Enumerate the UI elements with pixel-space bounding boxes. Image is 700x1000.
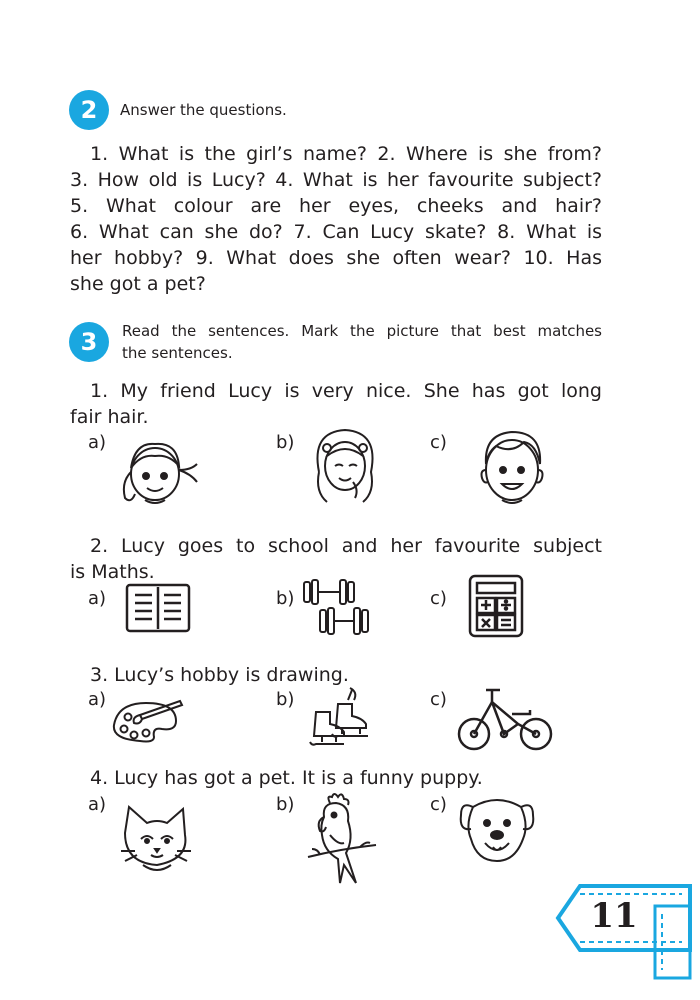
- question-line: her hobby? 9. What does she often wear? 10. Has: [70, 247, 602, 269]
- item-2-sentence-cont: is Maths.: [70, 561, 155, 583]
- exercise-2-instruction: Answer the questions.: [120, 101, 287, 119]
- item-4-sentence: 4. Lucy has got a pet. It is a funny puppy.: [90, 767, 483, 789]
- item-4-option-c-label[interactable]: c): [430, 794, 447, 815]
- exercise-3-instruction-line1: Read the sentences. Mark the picture that best matches: [122, 322, 602, 340]
- question-line: 6. What can she do? 7. Can Lucy skate? 8. What is: [70, 221, 602, 243]
- item-2-option-c-label[interactable]: c): [430, 588, 447, 609]
- exercise-2-number-badge: 2: [69, 90, 109, 130]
- item-3-sentence: 3. Lucy’s hobby is drawing.: [90, 664, 349, 686]
- exercise-3-number-badge: 3: [69, 322, 109, 362]
- item-2-option-b-label[interactable]: b): [276, 588, 295, 609]
- exercise-3-instruction-line2: the sentences.: [122, 344, 233, 362]
- item-1-sentence-cont: fair hair.: [70, 406, 149, 428]
- question-line: she got a pet?: [70, 273, 206, 295]
- item-3-option-a-label[interactable]: a): [88, 689, 107, 710]
- item-2-sentence: 2. Lucy goes to school and her favourite subject: [90, 535, 602, 557]
- question-line: 3. How old is Lucy? 4. What is her favourite subject?: [70, 169, 602, 191]
- item-1-option-b-label[interactable]: b): [276, 432, 295, 453]
- page-number: 11: [590, 896, 638, 936]
- item-4-option-b-label[interactable]: b): [276, 794, 295, 815]
- item-2-option-a-label[interactable]: a): [88, 588, 107, 609]
- item-4-option-a-label[interactable]: a): [88, 794, 107, 815]
- item-1-sentence: 1. My friend Lucy is very nice. She has got long: [90, 380, 602, 402]
- item-1-option-a-label[interactable]: a): [88, 432, 107, 453]
- item-3-option-b-label[interactable]: b): [276, 689, 295, 710]
- question-line: 5. What colour are her eyes, cheeks and hair?: [70, 195, 602, 217]
- item-1-option-c-label[interactable]: c): [430, 432, 447, 453]
- item-3-option-c-label[interactable]: c): [430, 689, 447, 710]
- question-line: 1. What is the girl’s name? 2. Where is she from?: [90, 143, 602, 165]
